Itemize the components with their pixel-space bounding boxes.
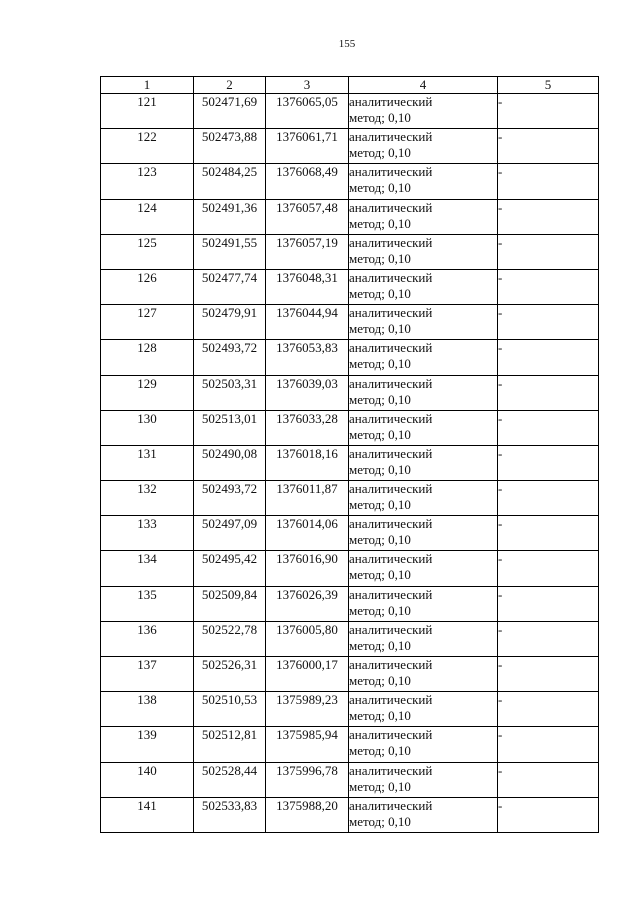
method-cell: [349, 269, 498, 304]
point-number-cell: 136: [101, 621, 194, 656]
point-number-cell: 132: [101, 481, 194, 516]
method-line: аналитический: [349, 375, 433, 391]
point-number-cell: 135: [101, 586, 194, 621]
x-coordinate-cell: 502479,91: [194, 305, 266, 340]
x-coordinate-cell: 502503,31: [194, 375, 266, 410]
x-coordinate-cell: 502533,83: [194, 797, 266, 832]
point-number-cell: 141: [101, 797, 194, 832]
point-number-cell: 137: [101, 657, 194, 692]
point-number-cell: 125: [101, 234, 194, 269]
table-row: [101, 551, 599, 586]
coordinates-table: [100, 76, 599, 833]
method-line: аналитический: [349, 94, 433, 109]
point-number-cell: 128: [101, 340, 194, 375]
method-line: аналитический: [349, 129, 433, 145]
point-number-cell: 126: [101, 269, 194, 304]
method-line: метод; 0,10: [349, 813, 411, 829]
x-coordinate-cell: 502526,31: [194, 657, 266, 692]
y-coordinate-cell: 1376044,94: [266, 305, 349, 340]
table-row: [101, 269, 599, 304]
method-line: метод; 0,10: [349, 778, 411, 794]
method-line: метод; 0,10: [349, 532, 411, 548]
note-cell: -: [498, 797, 599, 832]
x-coordinate-cell: 502528,44: [194, 762, 266, 797]
y-coordinate-cell: 1376011,87: [266, 481, 349, 516]
table-row: [101, 164, 599, 199]
method-line: аналитический: [349, 621, 433, 637]
header-col-2: 2: [194, 77, 266, 94]
point-number-cell: 123: [101, 164, 194, 199]
y-coordinate-cell: 1376053,83: [266, 340, 349, 375]
method-line: аналитический: [349, 692, 433, 708]
y-coordinate-cell: 1376033,28: [266, 410, 349, 445]
method-cell: [349, 164, 498, 199]
method-cell: [349, 551, 498, 586]
header-col-1: 1: [101, 77, 194, 94]
method-line: метод; 0,10: [349, 567, 411, 583]
table-row: [101, 129, 599, 164]
method-cell: [349, 621, 498, 656]
method-cell: [349, 797, 498, 832]
x-coordinate-cell: 502497,09: [194, 516, 266, 551]
y-coordinate-cell: 1375988,20: [266, 797, 349, 832]
method-line: аналитический: [349, 234, 433, 250]
y-coordinate-cell: 1376026,39: [266, 586, 349, 621]
x-coordinate-cell: 502512,81: [194, 727, 266, 762]
table-row: [101, 375, 599, 410]
y-coordinate-cell: 1376068,49: [266, 164, 349, 199]
method-line: аналитический: [349, 164, 433, 180]
method-line: метод; 0,10: [349, 110, 411, 125]
note-cell: -: [498, 164, 599, 199]
table-row: [101, 94, 599, 129]
method-line: аналитический: [349, 445, 433, 461]
table-row: [101, 516, 599, 551]
table-row: [101, 727, 599, 762]
note-cell: -: [498, 129, 599, 164]
table-row: [101, 657, 599, 692]
y-coordinate-cell: 1376000,17: [266, 657, 349, 692]
table-row: [101, 305, 599, 340]
y-coordinate-cell: 1376016,90: [266, 551, 349, 586]
header-row: [101, 77, 599, 94]
method-line: метод; 0,10: [349, 356, 411, 372]
note-cell: -: [498, 269, 599, 304]
y-coordinate-cell: 1376061,71: [266, 129, 349, 164]
method-cell: [349, 234, 498, 269]
method-line: аналитический: [349, 410, 433, 426]
method-line: аналитический: [349, 340, 433, 356]
point-number-cell: 130: [101, 410, 194, 445]
method-line: метод; 0,10: [349, 180, 411, 196]
y-coordinate-cell: 1376018,16: [266, 445, 349, 480]
table-row: [101, 692, 599, 727]
method-cell: [349, 516, 498, 551]
method-line: метод; 0,10: [349, 497, 411, 513]
method-cell: [349, 375, 498, 410]
method-cell: [349, 129, 498, 164]
x-coordinate-cell: 502493,72: [194, 481, 266, 516]
note-cell: -: [498, 692, 599, 727]
table-row: [101, 762, 599, 797]
note-cell: -: [498, 410, 599, 445]
header-col-5: 5: [498, 77, 599, 94]
y-coordinate-cell: 1376048,31: [266, 269, 349, 304]
point-number-cell: 121: [101, 94, 194, 129]
method-cell: [349, 657, 498, 692]
method-cell: [349, 340, 498, 375]
method-cell: [349, 481, 498, 516]
point-number-cell: 127: [101, 305, 194, 340]
method-line: метод; 0,10: [349, 285, 411, 301]
x-coordinate-cell: 502473,88: [194, 129, 266, 164]
method-line: аналитический: [349, 727, 433, 743]
method-line: аналитический: [349, 586, 433, 602]
x-coordinate-cell: 502522,78: [194, 621, 266, 656]
table-row: [101, 445, 599, 480]
note-cell: -: [498, 657, 599, 692]
method-line: метод; 0,10: [349, 743, 411, 759]
table-row: [101, 340, 599, 375]
y-coordinate-cell: 1376057,48: [266, 199, 349, 234]
header-col-3: 3: [266, 77, 349, 94]
point-number-cell: 122: [101, 129, 194, 164]
method-cell: [349, 94, 498, 129]
x-coordinate-cell: 502493,72: [194, 340, 266, 375]
x-coordinate-cell: 502490,08: [194, 445, 266, 480]
y-coordinate-cell: 1376014,06: [266, 516, 349, 551]
note-cell: -: [498, 516, 599, 551]
method-cell: [349, 445, 498, 480]
point-number-cell: 139: [101, 727, 194, 762]
method-line: аналитический: [349, 481, 433, 497]
method-cell: [349, 586, 498, 621]
note-cell: -: [498, 94, 599, 129]
method-line: метод; 0,10: [349, 215, 411, 231]
note-cell: -: [498, 727, 599, 762]
table-row: [101, 481, 599, 516]
method-cell: [349, 305, 498, 340]
method-line: метод; 0,10: [349, 426, 411, 442]
header-col-4: 4: [349, 77, 498, 94]
y-coordinate-cell: 1376039,03: [266, 375, 349, 410]
method-cell: [349, 692, 498, 727]
table-row: [101, 199, 599, 234]
point-number-cell: 131: [101, 445, 194, 480]
point-number-cell: 140: [101, 762, 194, 797]
point-number-cell: 124: [101, 199, 194, 234]
x-coordinate-cell: 502471,69: [194, 94, 266, 129]
point-number-cell: 133: [101, 516, 194, 551]
x-coordinate-cell: 502495,42: [194, 551, 266, 586]
method-line: аналитический: [349, 305, 433, 321]
method-line: аналитический: [349, 797, 433, 813]
point-number-cell: 129: [101, 375, 194, 410]
method-line: аналитический: [349, 657, 433, 672]
method-line: метод; 0,10: [349, 673, 411, 688]
note-cell: -: [498, 762, 599, 797]
method-line: метод; 0,10: [349, 602, 411, 618]
method-line: метод; 0,10: [349, 250, 411, 266]
note-cell: -: [498, 586, 599, 621]
method-line: метод; 0,10: [349, 321, 411, 337]
method-line: аналитический: [349, 199, 433, 215]
y-coordinate-cell: 1376065,05: [266, 94, 349, 129]
method-line: аналитический: [349, 516, 433, 532]
note-cell: -: [498, 481, 599, 516]
page-number: 155: [338, 38, 356, 50]
method-line: метод; 0,10: [349, 391, 411, 407]
table-row: [101, 621, 599, 656]
x-coordinate-cell: 502477,74: [194, 269, 266, 304]
table-body: [101, 94, 599, 833]
x-coordinate-cell: 502513,01: [194, 410, 266, 445]
method-line: аналитический: [349, 269, 433, 285]
note-cell: -: [498, 375, 599, 410]
y-coordinate-cell: 1375985,94: [266, 727, 349, 762]
method-cell: [349, 762, 498, 797]
method-line: аналитический: [349, 551, 433, 567]
note-cell: -: [498, 445, 599, 480]
table-row: [101, 797, 599, 832]
y-coordinate-cell: 1375989,23: [266, 692, 349, 727]
x-coordinate-cell: 502510,53: [194, 692, 266, 727]
table-row: [101, 410, 599, 445]
method-line: метод; 0,10: [349, 145, 411, 161]
x-coordinate-cell: 502491,55: [194, 234, 266, 269]
y-coordinate-cell: 1376005,80: [266, 621, 349, 656]
point-number-cell: 134: [101, 551, 194, 586]
method-cell: [349, 410, 498, 445]
method-line: метод; 0,10: [349, 708, 411, 724]
note-cell: -: [498, 305, 599, 340]
x-coordinate-cell: 502509,84: [194, 586, 266, 621]
note-cell: -: [498, 621, 599, 656]
x-coordinate-cell: 502484,25: [194, 164, 266, 199]
method-cell: [349, 199, 498, 234]
table-header: [101, 77, 599, 94]
method-line: метод; 0,10: [349, 637, 411, 653]
point-number-cell: 138: [101, 692, 194, 727]
y-coordinate-cell: 1375996,78: [266, 762, 349, 797]
note-cell: -: [498, 199, 599, 234]
table-row: [101, 234, 599, 269]
method-line: метод; 0,10: [349, 461, 411, 477]
note-cell: -: [498, 234, 599, 269]
method-cell: [349, 727, 498, 762]
y-coordinate-cell: 1376057,19: [266, 234, 349, 269]
x-coordinate-cell: 502491,36: [194, 199, 266, 234]
table-row: [101, 586, 599, 621]
note-cell: -: [498, 551, 599, 586]
note-cell: -: [498, 340, 599, 375]
method-line: аналитический: [349, 762, 433, 778]
